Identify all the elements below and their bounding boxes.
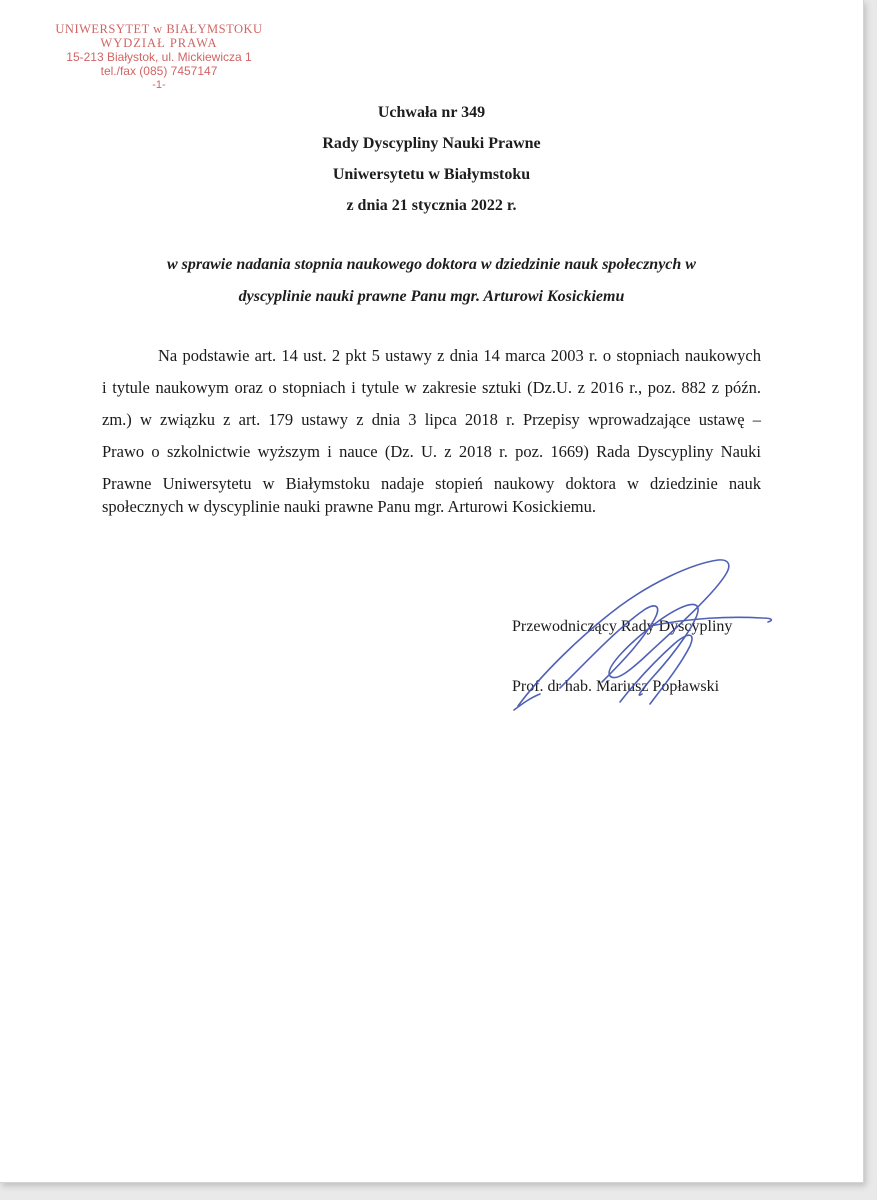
signatory-role: Przewodniczący Rady Dyscypliny bbox=[512, 618, 733, 635]
resolution-subject-line-2: dyscyplinie nauki prawne Panu mgr. Arturowi Kosickiemu bbox=[238, 288, 625, 305]
stamp-university: UNIWERSYTET w BIAŁYMSTOKU bbox=[55, 22, 263, 36]
body-line: społecznych w dyscyplinie nauki prawne Panu mgr. Arturowi Kosickiemu. bbox=[102, 497, 596, 516]
stamp-address: 15-213 Białystok, ul. Mickiewicza 1 bbox=[66, 50, 252, 64]
resolution-subject-line-1: w sprawie nadania stopnia naukowego doktora w dziedzinie nauk społecznych w bbox=[167, 256, 696, 273]
body-line: zm.) w związku z art. 179 ustawy z dnia 3 lipca 2018 r. Przepisy wprowadzające ustawę – bbox=[102, 410, 761, 429]
resolution-date: z dnia 21 stycznia 2022 r. bbox=[346, 197, 517, 214]
body-line: i tytule naukowym oraz o stopniach i tytule w zakresie sztuki (Dz.U. z 2016 r., poz. 882 z późn. bbox=[102, 378, 761, 397]
body-line: Na podstawie art. 14 ust. 2 pkt 5 ustawy z dnia 14 marca 2003 r. o stopniach naukowych bbox=[158, 346, 761, 365]
faculty-stamp bbox=[52, 22, 266, 92]
stamp-phone: tel./fax (085) 7457147 bbox=[100, 64, 218, 78]
body-line: Prawne Uniwersytetu w Białymstoku nadaje stopień naukowy doktora w dziedzinie nauk bbox=[102, 474, 761, 493]
handwritten-signature bbox=[500, 556, 800, 726]
resolution-university: Uniwersytetu w Białymstoku bbox=[332, 166, 531, 183]
stamp-faculty: WYDZIAŁ PRAWA bbox=[100, 36, 218, 50]
stamp-page-number: -1- bbox=[152, 79, 166, 91]
resolution-issuer: Rady Dyscypliny Nauki Prawne bbox=[322, 135, 541, 152]
signatory-name: Prof. dr hab. Mariusz Popławski bbox=[512, 678, 720, 695]
resolution-number: Uchwała nr 349 bbox=[377, 104, 486, 121]
body-line: Prawo o szkolnictwie wyższym i nauce (Dz. U. z 2018 r. poz. 1669) Rada Dyscypliny Nauki bbox=[102, 442, 761, 461]
